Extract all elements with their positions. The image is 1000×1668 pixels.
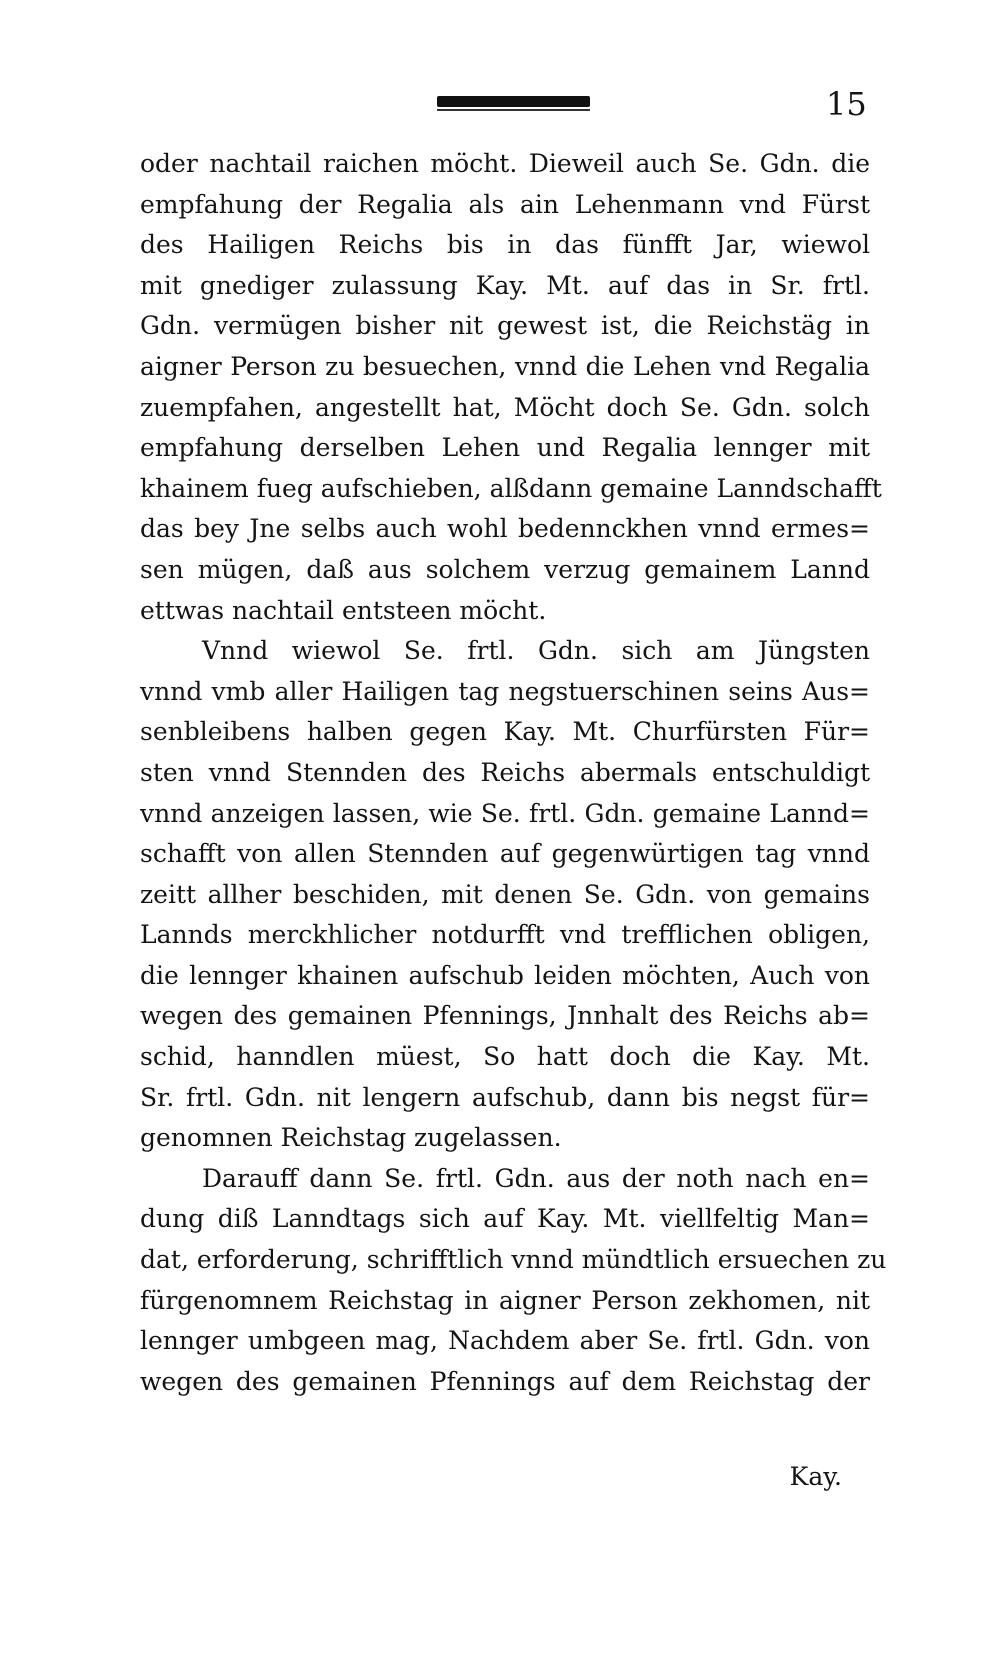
text-line: vnnd vmb aller Hailigen tag negstuerschinen seins Aus= bbox=[140, 676, 870, 706]
text-line: khainem fueg aufschieben, alßdann gemaine Lanndschafft bbox=[140, 473, 882, 503]
header-ornament-rule bbox=[437, 96, 590, 107]
text-line: fürgenomnem Reichstag in aigner Person zekhomen, nit bbox=[140, 1285, 870, 1315]
catchword: Kay. bbox=[789, 1462, 842, 1491]
text-body bbox=[140, 144, 887, 1402]
text-line: Sr. frtl. Gdn. nit lengern aufschub, dann bis negst für= bbox=[140, 1082, 870, 1112]
text-line: sten vnnd Stennden des Reichs abermals entschuldigt bbox=[140, 757, 870, 787]
text-line: Gdn. vermügen bisher nit gewest ist, die Reichstäg in bbox=[140, 311, 870, 341]
text-line: mit gnediger zulassung Kay. Mt. auf das in Sr. frtl. bbox=[140, 270, 870, 300]
text-line: dat, erforderung, schrifftlich vnnd mündtlich ersuechen zu bbox=[140, 1245, 887, 1275]
page-number: 15 bbox=[826, 85, 867, 123]
text-line: empfahung derselben Lehen und Regalia lennger mit bbox=[140, 433, 870, 463]
text-line: ettwas nachtail entsteen möcht. bbox=[140, 595, 547, 625]
text-line: die lennger khainen aufschub leiden möchten, Auch von bbox=[140, 960, 870, 990]
text-line: aigner Person zu besuechen, vnnd die Lehen vnd Regalia bbox=[140, 351, 870, 381]
text-line: genomnen Reichstag zugelassen. bbox=[140, 1123, 562, 1153]
text-line: zuempfahen, angestellt hat, Möcht doch Se. Gdn. solch bbox=[140, 392, 870, 422]
text-line: wegen des gemainen Pfennings, Jnnhalt des Reichs ab= bbox=[140, 1001, 870, 1031]
text-line: Darauff dann Se. frtl. Gdn. aus der noth nach en= bbox=[202, 1163, 870, 1193]
text-line: empfahung der Regalia als ain Lehenmann vnd Fürst bbox=[140, 189, 870, 219]
text-line: sen mügen, daß aus solchem verzug gemainem Lannd bbox=[140, 554, 870, 584]
text-line: lennger umbgeen mag, Nachdem aber Se. frtl. Gdn. von bbox=[140, 1326, 870, 1356]
text-line: zeitt allher beschiden, mit denen Se. Gdn. von gemains bbox=[140, 879, 870, 909]
text-line: vnnd anzeigen lassen, wie Se. frtl. Gdn. gemaine Lannd= bbox=[140, 798, 870, 828]
text-line: schafft von allen Stennden auf gegenwürtigen tag vnnd bbox=[140, 839, 870, 869]
text-line: des Hailigen Reichs bis in das fünfft Jar, wiewol bbox=[140, 230, 870, 260]
text-line: wegen des gemainen Pfennings auf dem Reichstag der bbox=[140, 1366, 870, 1396]
text-line: schid, hanndlen müest, So hatt doch die Kay. Mt. bbox=[140, 1042, 870, 1072]
text-line: Vnnd wiewol Se. frtl. Gdn. sich am Jüngsten bbox=[202, 636, 870, 666]
text-line: oder nachtail raichen möcht. Dieweil auch Se. Gdn. die bbox=[140, 149, 870, 178]
text-line: dung diß Lanndtags sich auf Kay. Mt. viellfeltig Man= bbox=[140, 1204, 870, 1234]
text-line: Lannds merckhlicher notdurfft vnd trefflichen obligen, bbox=[140, 920, 870, 950]
text-line: das bey Jne selbs auch wohl bedennckhen vnnd ermes= bbox=[140, 514, 870, 544]
text-line: senbleibens halben gegen Kay. Mt. Churfürsten Für= bbox=[140, 717, 870, 747]
